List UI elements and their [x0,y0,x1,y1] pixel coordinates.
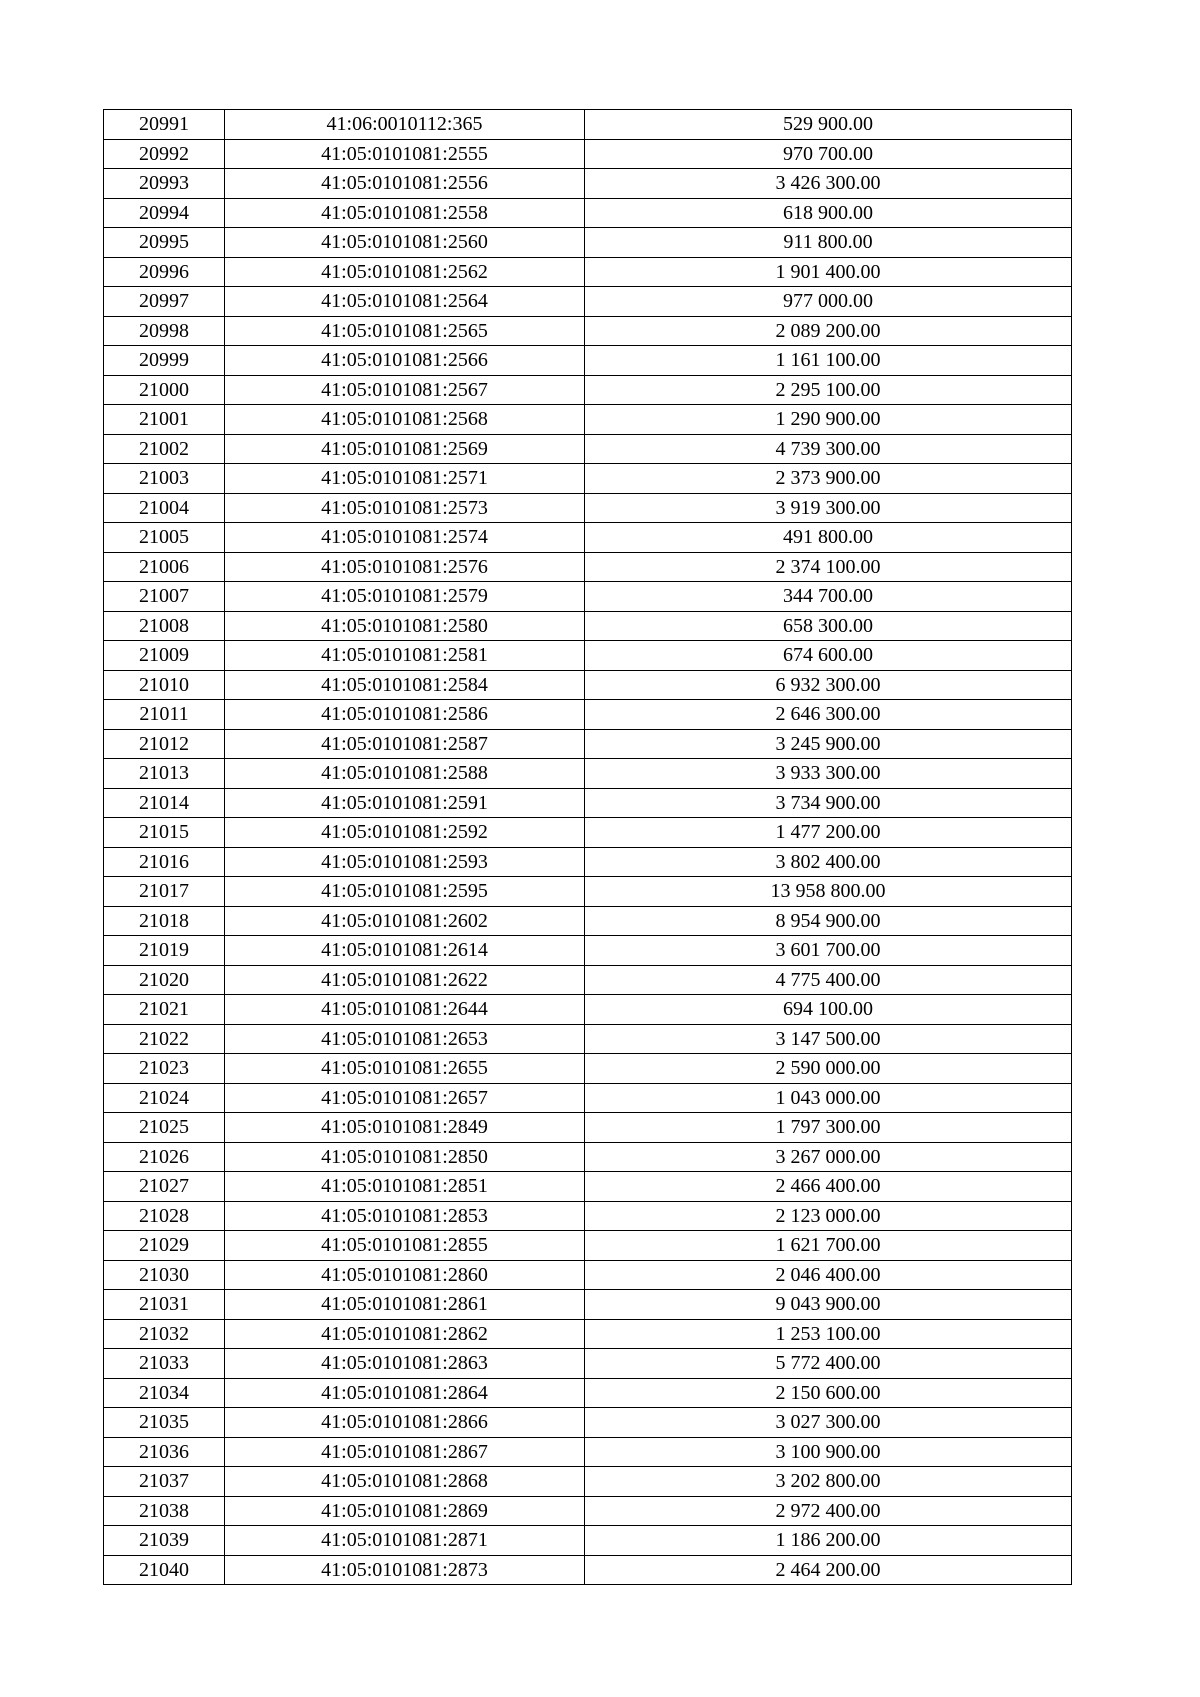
row-number-cell: 21036 [104,1437,225,1467]
cadastral-number-cell: 41:05:0101081:2622 [225,965,585,995]
cadastral-value-cell: 1 797 300.00 [585,1113,1072,1143]
cadastral-number-cell: 41:05:0101081:2579 [225,582,585,612]
cadastral-number-cell: 41:05:0101081:2851 [225,1172,585,1202]
cadastral-value-cell: 2 646 300.00 [585,700,1072,730]
row-number-cell: 21004 [104,493,225,523]
cadastral-value-cell: 3 601 700.00 [585,936,1072,966]
row-number-cell: 21020 [104,965,225,995]
table-row [104,139,1072,169]
table-row [104,1201,1072,1231]
cadastral-value-cell: 3 426 300.00 [585,169,1072,199]
row-number-cell: 21002 [104,434,225,464]
cadastral-number-cell: 41:05:0101081:2586 [225,700,585,730]
row-number-cell: 20991 [104,110,225,140]
cadastral-value-cell: 2 123 000.00 [585,1201,1072,1231]
cadastral-value-cell: 1 477 200.00 [585,818,1072,848]
table-row [104,700,1072,730]
cadastral-number-cell: 41:05:0101081:2644 [225,995,585,1025]
table-row [104,1083,1072,1113]
table-body [104,110,1072,1585]
row-number-cell: 21009 [104,641,225,671]
cadastral-number-cell: 41:05:0101081:2569 [225,434,585,464]
row-number-cell: 21037 [104,1467,225,1497]
cadastral-value-cell: 6 932 300.00 [585,670,1072,700]
cadastral-value-cell: 970 700.00 [585,139,1072,169]
cadastral-value-cell: 3 245 900.00 [585,729,1072,759]
table-row [104,847,1072,877]
cadastral-value-cell: 2 295 100.00 [585,375,1072,405]
row-number-cell: 21007 [104,582,225,612]
table-row [104,198,1072,228]
cadastral-value-cell: 2 590 000.00 [585,1054,1072,1084]
row-number-cell: 20999 [104,346,225,376]
cadastral-value-cell: 3 027 300.00 [585,1408,1072,1438]
cadastral-value-cell: 3 734 900.00 [585,788,1072,818]
cadastral-value-cell: 4 739 300.00 [585,434,1072,464]
table-row [104,818,1072,848]
row-number-cell: 21030 [104,1260,225,1290]
cadastral-number-cell: 41:05:0101081:2566 [225,346,585,376]
table-row [104,1024,1072,1054]
cadastral-number-cell: 41:05:0101081:2592 [225,818,585,848]
cadastral-value-cell: 8 954 900.00 [585,906,1072,936]
row-number-cell: 20994 [104,198,225,228]
table-row [104,1290,1072,1320]
row-number-cell: 21026 [104,1142,225,1172]
table-row [104,641,1072,671]
row-number-cell: 21000 [104,375,225,405]
cadastral-number-cell: 41:05:0101081:2565 [225,316,585,346]
table-row [104,110,1072,140]
cadastral-value-cell: 3 802 400.00 [585,847,1072,877]
cadastral-value-cell: 3 147 500.00 [585,1024,1072,1054]
cadastral-number-cell: 41:05:0101081:2581 [225,641,585,671]
table-row [104,1555,1072,1585]
cadastral-number-cell: 41:05:0101081:2655 [225,1054,585,1084]
cadastral-value-cell: 2 046 400.00 [585,1260,1072,1290]
table-row [104,1113,1072,1143]
table-row [104,877,1072,907]
table-row [104,523,1072,553]
row-number-cell: 21013 [104,759,225,789]
cadastral-number-cell: 41:05:0101081:2580 [225,611,585,641]
row-number-cell: 21034 [104,1378,225,1408]
table-row [104,759,1072,789]
cadastral-number-cell: 41:05:0101081:2864 [225,1378,585,1408]
cadastral-value-cell: 618 900.00 [585,198,1072,228]
table-row [104,346,1072,376]
row-number-cell: 21017 [104,877,225,907]
cadastral-value-cell: 977 000.00 [585,287,1072,317]
row-number-cell: 21024 [104,1083,225,1113]
cadastral-value-cell: 5 772 400.00 [585,1349,1072,1379]
row-number-cell: 20992 [104,139,225,169]
row-number-cell: 21022 [104,1024,225,1054]
row-number-cell: 21027 [104,1172,225,1202]
cadastral-number-cell: 41:05:0101081:2855 [225,1231,585,1261]
table-row [104,316,1072,346]
table-row [104,257,1072,287]
cadastral-number-cell: 41:05:0101081:2587 [225,729,585,759]
row-number-cell: 21010 [104,670,225,700]
table-row [104,582,1072,612]
row-number-cell: 21019 [104,936,225,966]
row-number-cell: 20997 [104,287,225,317]
cadastral-value-cell: 3 202 800.00 [585,1467,1072,1497]
cadastral-number-cell: 41:05:0101081:2866 [225,1408,585,1438]
table-row [104,375,1072,405]
cadastral-number-cell: 41:05:0101081:2567 [225,375,585,405]
row-number-cell: 21005 [104,523,225,553]
cadastral-value-cell: 2 373 900.00 [585,464,1072,494]
table-row [104,228,1072,258]
cadastral-value-cell: 344 700.00 [585,582,1072,612]
row-number-cell: 20996 [104,257,225,287]
row-number-cell: 21033 [104,1349,225,1379]
row-number-cell: 20993 [104,169,225,199]
cadastral-number-cell: 41:05:0101081:2862 [225,1319,585,1349]
cadastral-number-cell: 41:05:0101081:2657 [225,1083,585,1113]
table-row [104,1378,1072,1408]
cadastral-number-cell: 41:05:0101081:2593 [225,847,585,877]
cadastral-value-cell: 529 900.00 [585,110,1072,140]
table-row [104,788,1072,818]
cadastral-value-cell: 2 150 600.00 [585,1378,1072,1408]
table-row [104,1526,1072,1556]
table-row [104,965,1072,995]
cadastral-number-cell: 41:05:0101081:2564 [225,287,585,317]
cadastral-number-cell: 41:05:0101081:2861 [225,1290,585,1320]
table-row [104,995,1072,1025]
cadastral-number-cell: 41:05:0101081:2591 [225,788,585,818]
table-row [104,1437,1072,1467]
row-number-cell: 21018 [104,906,225,936]
cadastral-number-cell: 41:05:0101081:2873 [225,1555,585,1585]
cadastral-number-cell: 41:05:0101081:2571 [225,464,585,494]
cadastral-number-cell: 41:05:0101081:2614 [225,936,585,966]
row-number-cell: 21025 [104,1113,225,1143]
table-row [104,1054,1072,1084]
cadastral-value-cell: 1 621 700.00 [585,1231,1072,1261]
cadastral-number-cell: 41:05:0101081:2568 [225,405,585,435]
cadastral-number-cell: 41:05:0101081:2863 [225,1349,585,1379]
table-row [104,936,1072,966]
cadastral-value-cell: 1 253 100.00 [585,1319,1072,1349]
row-number-cell: 21011 [104,700,225,730]
cadastral-value-cell: 2 466 400.00 [585,1172,1072,1202]
cadastral-value-cell: 658 300.00 [585,611,1072,641]
table-row [104,1260,1072,1290]
cadastral-value-cell: 1 290 900.00 [585,405,1072,435]
cadastral-value-cell: 911 800.00 [585,228,1072,258]
cadastral-number-cell: 41:05:0101081:2573 [225,493,585,523]
cadastral-number-cell: 41:05:0101081:2560 [225,228,585,258]
cadastral-number-cell: 41:05:0101081:2653 [225,1024,585,1054]
table-row [104,405,1072,435]
cadastral-number-cell: 41:05:0101081:2555 [225,139,585,169]
table-row [104,1231,1072,1261]
row-number-cell: 21039 [104,1526,225,1556]
cadastral-value-cell: 1 901 400.00 [585,257,1072,287]
row-number-cell: 21028 [104,1201,225,1231]
row-number-cell: 21006 [104,552,225,582]
table-row [104,1467,1072,1497]
table-row [104,1496,1072,1526]
table-row [104,1408,1072,1438]
table-row [104,434,1072,464]
table-row [104,1319,1072,1349]
row-number-cell: 21016 [104,847,225,877]
row-number-cell: 21040 [104,1555,225,1585]
row-number-cell: 21035 [104,1408,225,1438]
cadastral-value-cell: 2 089 200.00 [585,316,1072,346]
cadastral-number-cell: 41:05:0101081:2860 [225,1260,585,1290]
cadastral-number-cell: 41:05:0101081:2868 [225,1467,585,1497]
row-number-cell: 21032 [104,1319,225,1349]
cadastral-number-cell: 41:05:0101081:2849 [225,1113,585,1143]
cadastral-value-cell: 3 919 300.00 [585,493,1072,523]
row-number-cell: 21012 [104,729,225,759]
cadastral-value-cell: 694 100.00 [585,995,1072,1025]
table-row [104,464,1072,494]
cadastral-value-cell: 2 972 400.00 [585,1496,1072,1526]
cadastral-number-cell: 41:05:0101081:2576 [225,552,585,582]
cadastral-number-cell: 41:05:0101081:2584 [225,670,585,700]
row-number-cell: 21008 [104,611,225,641]
cadastral-number-cell: 41:05:0101081:2595 [225,877,585,907]
table-row [104,1142,1072,1172]
row-number-cell: 21003 [104,464,225,494]
row-number-cell: 20995 [104,228,225,258]
row-number-cell: 21021 [104,995,225,1025]
cadastral-number-cell: 41:05:0101081:2556 [225,169,585,199]
cadastral-value-cell: 3 933 300.00 [585,759,1072,789]
cadastral-number-cell: 41:05:0101081:2558 [225,198,585,228]
row-number-cell: 21031 [104,1290,225,1320]
cadastral-value-cell: 1 043 000.00 [585,1083,1072,1113]
cadastral-number-cell: 41:05:0101081:2871 [225,1526,585,1556]
row-number-cell: 21038 [104,1496,225,1526]
cadastral-value-cell: 1 161 100.00 [585,346,1072,376]
table-row [104,287,1072,317]
table-row [104,906,1072,936]
row-number-cell: 21014 [104,788,225,818]
cadastral-value-cell: 9 043 900.00 [585,1290,1072,1320]
cadastral-number-cell: 41:05:0101081:2562 [225,257,585,287]
table-row [104,1172,1072,1202]
cadastral-value-cell: 1 186 200.00 [585,1526,1072,1556]
table-row [104,670,1072,700]
cadastral-value-cell: 2 374 100.00 [585,552,1072,582]
cadastral-value-cell: 3 100 900.00 [585,1437,1072,1467]
table-row [104,552,1072,582]
cadastral-value-table [103,109,1072,1585]
row-number-cell: 20998 [104,316,225,346]
cadastral-number-cell: 41:05:0101081:2602 [225,906,585,936]
cadastral-number-cell: 41:06:0010112:365 [225,110,585,140]
cadastral-number-cell: 41:05:0101081:2574 [225,523,585,553]
cadastral-value-cell: 13 958 800.00 [585,877,1072,907]
cadastral-value-cell: 2 464 200.00 [585,1555,1072,1585]
cadastral-number-cell: 41:05:0101081:2867 [225,1437,585,1467]
table-row [104,493,1072,523]
cadastral-number-cell: 41:05:0101081:2853 [225,1201,585,1231]
cadastral-number-cell: 41:05:0101081:2850 [225,1142,585,1172]
row-number-cell: 21015 [104,818,225,848]
cadastral-value-cell: 491 800.00 [585,523,1072,553]
cadastral-value-cell: 674 600.00 [585,641,1072,671]
table-row [104,169,1072,199]
table-row [104,611,1072,641]
row-number-cell: 21023 [104,1054,225,1084]
cadastral-number-cell: 41:05:0101081:2869 [225,1496,585,1526]
cadastral-number-cell: 41:05:0101081:2588 [225,759,585,789]
row-number-cell: 21001 [104,405,225,435]
row-number-cell: 21029 [104,1231,225,1261]
table-row [104,1349,1072,1379]
cadastral-value-cell: 4 775 400.00 [585,965,1072,995]
cadastral-value-cell: 3 267 000.00 [585,1142,1072,1172]
table-row [104,729,1072,759]
